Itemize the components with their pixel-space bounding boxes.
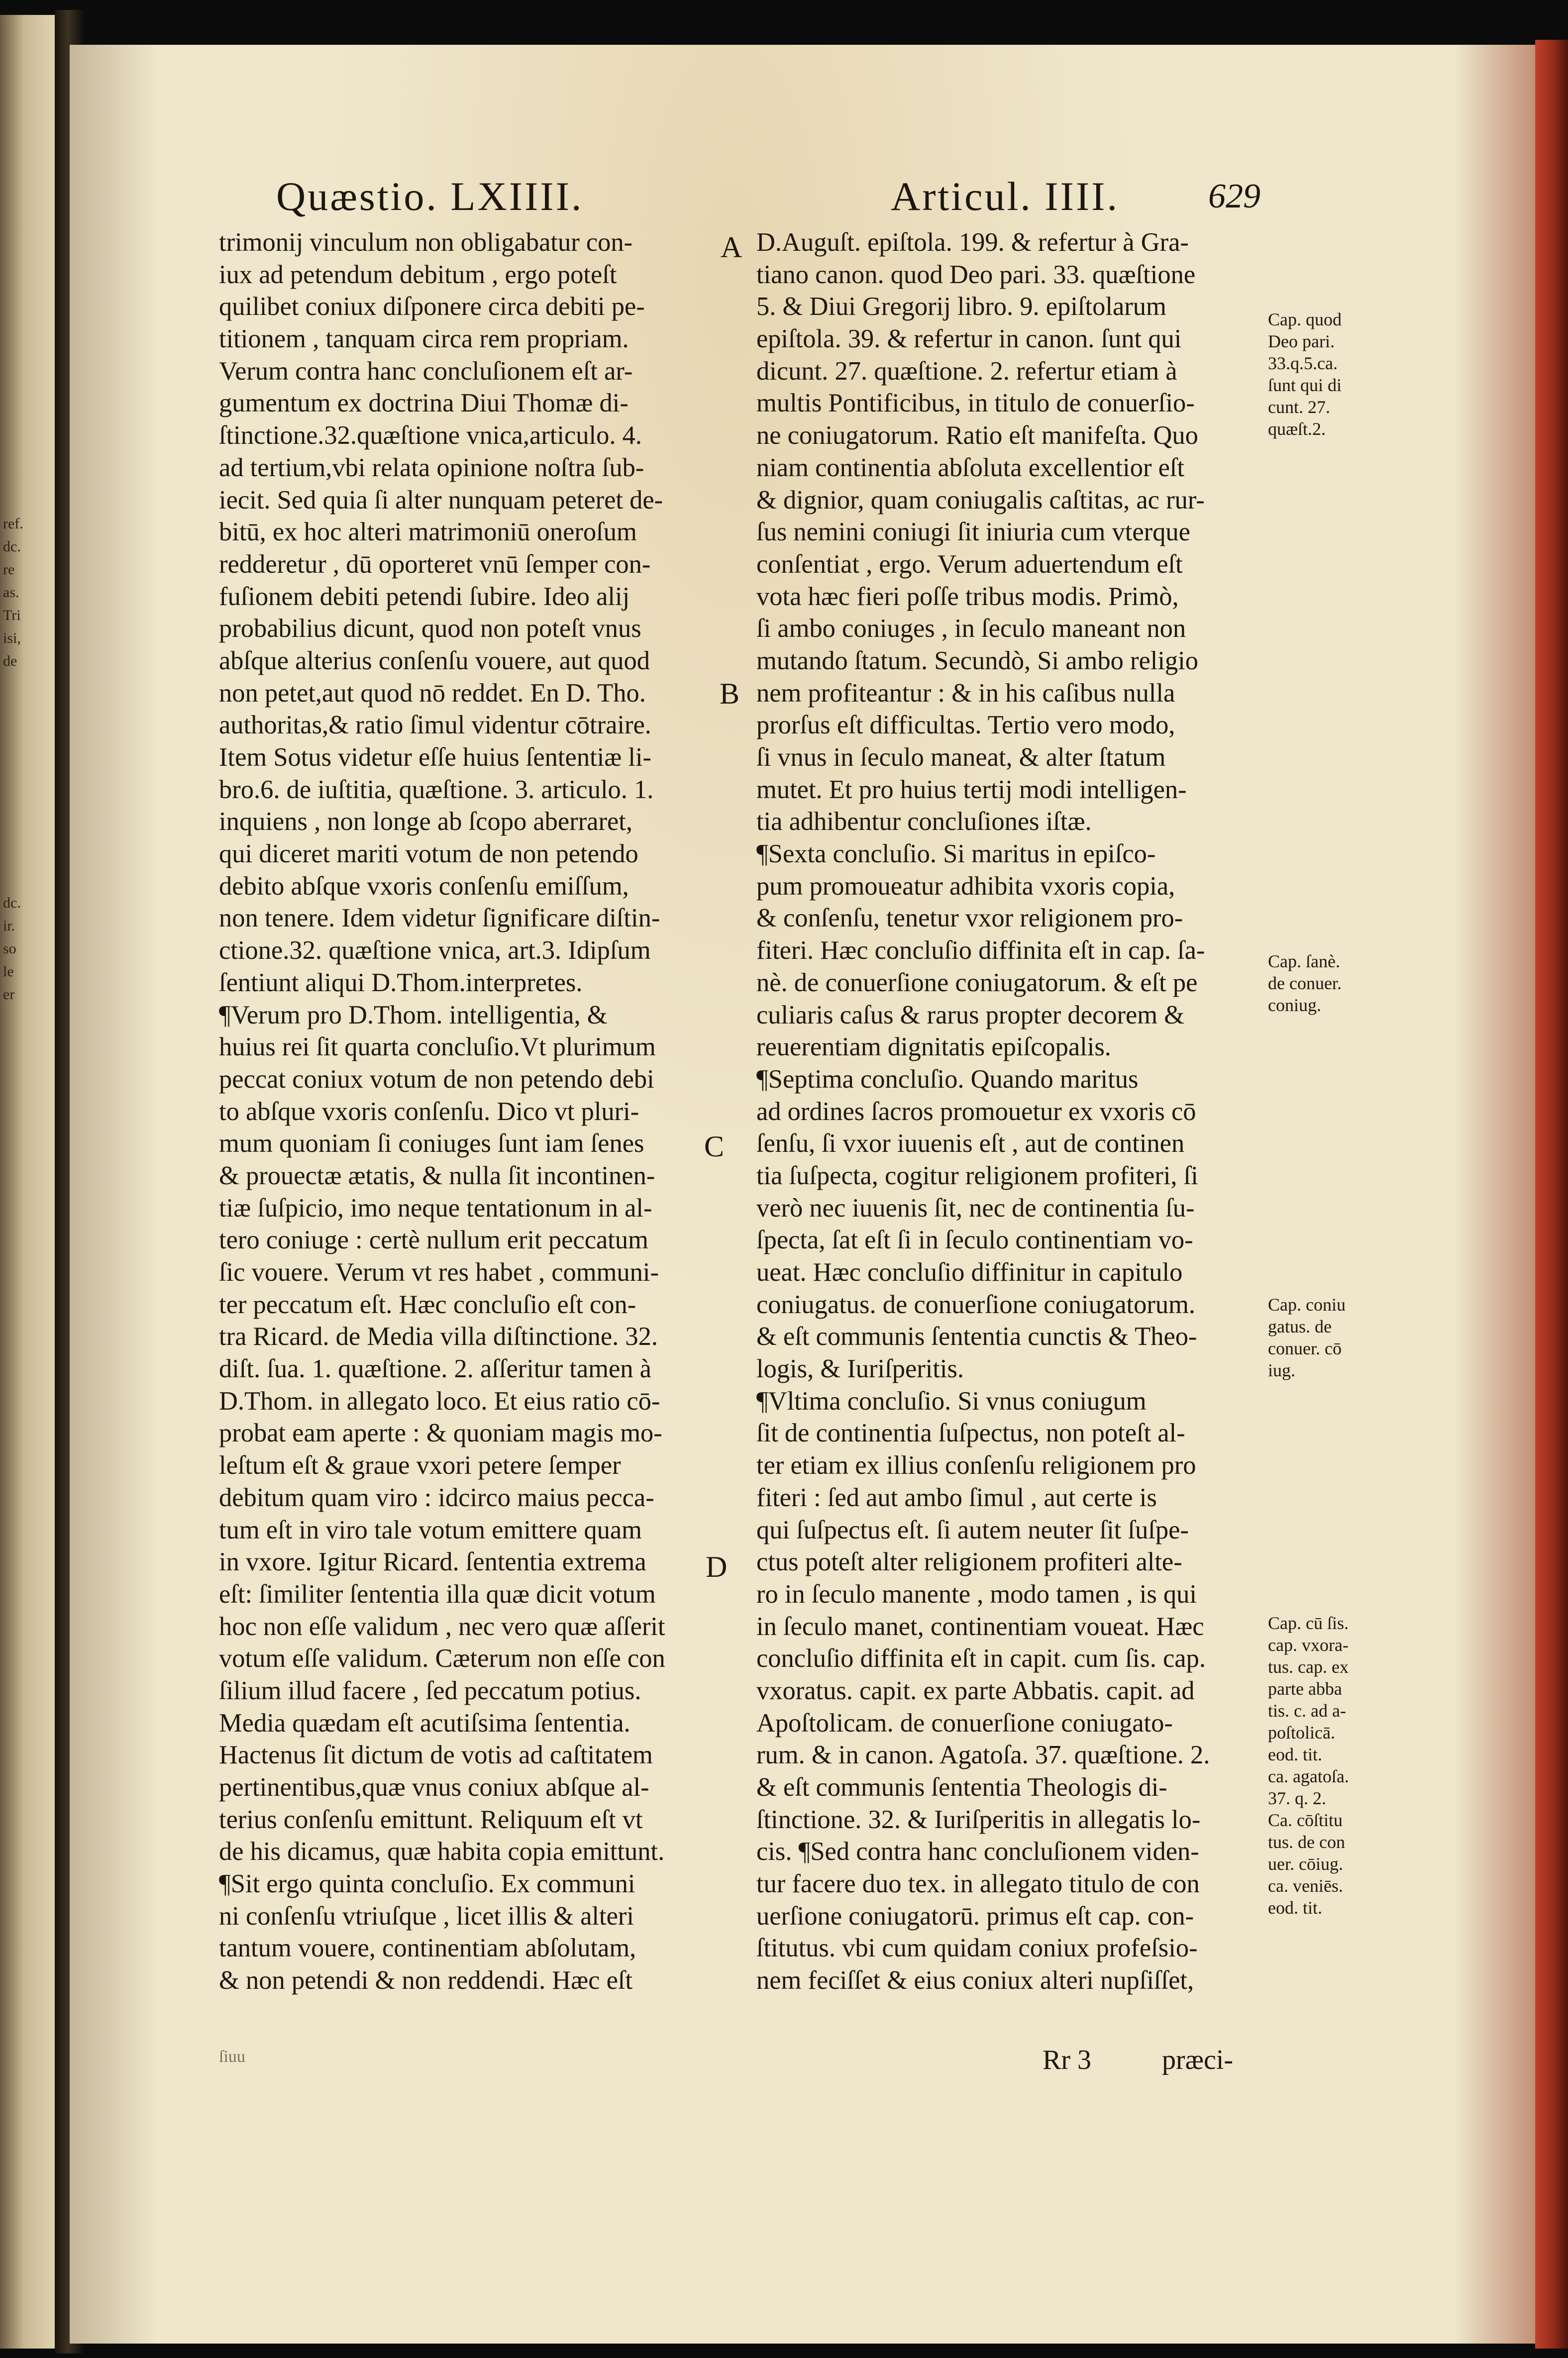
margin-note-line: Cap. coniu [1268,1295,1346,1315]
text-line: ni conſenſu vtriuſque , licet illis & alteri [219,1901,634,1931]
page-number: 629 [1208,177,1260,215]
text-line: leſtum eſt & graue vxori petere ſemper [219,1451,621,1480]
text-line: gumentum ex doctrina Diui Thomæ di- [219,389,628,418]
text-line: pertinentibus,quæ vnus coniux abſque al- [219,1773,649,1802]
text-line: ſtitutus. vbi cum quidam coniux profeſsio- [756,1934,1198,1963]
text-line: rum. & in canon. Agatoſa. 37. quæſtione. 2. [756,1741,1210,1770]
text-line: pum promoueatur adhibita vxoris copia, [756,871,1175,901]
margin-note-line: iug. [1268,1360,1296,1380]
text-line: tum eſt in viro tale votum emittere quam [219,1515,642,1544]
margin-note-line: parte abba [1268,1679,1342,1699]
text-line: ter etiam ex illius conſenſu religionem pro [756,1451,1196,1480]
text-line: uerſione coniugatorū. primus eſt cap. con- [756,1901,1194,1931]
text-line: tur facere duo tex. in allegato titulo de con [756,1869,1200,1899]
margin-note-line: tus. cap. ex [1268,1657,1349,1677]
left-page-fragment: dc. [3,538,21,555]
right-text-column [756,226,1259,1997]
text-line: 5. & Diui Gregorij libro. 9. epiſtolarum [756,292,1166,321]
text-line: & eſt communis ſententia cunctis & Theo- [756,1322,1197,1351]
margin-note-line: Cap. ſanè. [1268,951,1340,971]
left-text-column [219,226,717,1997]
text-line: probat eam aperte : & quoniam magis mo- [219,1419,662,1448]
signature-mark: Rr 3 [1043,2045,1091,2075]
text-line: ſit de continentia ſuſpectus, non poteſt al- [756,1419,1185,1448]
text-line: bro.6. de iuſtitia, quæſtione. 3. articulo. 1. [219,775,654,804]
catchword: præci- [1162,2045,1234,2075]
text-line: reuerentiam dignitatis epiſcopalis. [756,1032,1111,1062]
text-line: dicunt. 27. quæſtione. 2. refertur etiam à [756,356,1177,386]
text-line: ctus poteſt alter religionem profiteri alte- [756,1547,1182,1577]
text-line: prorſus eſt difficultas. Tertio vero modo, [756,711,1175,740]
text-line: fuſionem debiti petendi ſubire. Ideo alij [219,582,630,611]
text-line: ſic vouere. Verum vt res habet , communi- [219,1258,659,1287]
margin-note-line: Deo pari. [1268,331,1335,351]
text-line: nè. de conuerſione coniugatorum. & eſt pe [756,968,1198,997]
text-line: concluſio diffinita eſt in capit. cum ſis. cap. [756,1644,1206,1673]
text-line: ne coniugatorum. Ratio eſt manifeſta. Quo [756,421,1198,450]
fragment-gap [3,673,53,892]
text-line: titionem , tanquam circa rem propriam. [219,324,629,354]
text-line: D.Thom. in allegato loco. Et eius ratio cō- [219,1386,660,1416]
text-line: fiteri. Hæc concluſio diffinita eſt in cap. ſa- [756,936,1205,965]
text-line: Apoſtolicam. de conuerſione coniugato- [756,1708,1173,1738]
text-line: nem profiteantur : & in his caſibus nulla [756,678,1175,708]
text-line: Verum contra hanc concluſionem eſt ar- [219,356,633,386]
text-line: peccat coniux votum de non petendo debi [219,1064,654,1094]
text-line: ¶Sit ergo quinta concluſio. Ex communi [219,1869,635,1899]
text-line: & non petendi & non reddendi. Hæc eſt [219,1966,633,1995]
margin-note [1268,1294,1346,1381]
text-line: & conſenſu, tenetur vxor religionem pro- [756,904,1183,933]
margin-note [1268,1612,1349,1919]
text-line: ſtinctione.32.quæſtione vnica,articulo. 4. [219,421,642,450]
margin-note-line: coniug. [1268,995,1321,1015]
section-letter-a: A [721,231,742,264]
text-line: tia ſuſpecta, cogitur religionem profiteri, ſi [756,1161,1198,1190]
text-line: ¶Sexta concluſio. Si maritus in epiſco- [756,839,1156,869]
text-line: cis. ¶Sed contra hanc concluſionem viden- [756,1837,1199,1866]
text-line: non tenere. Idem videtur ſignificare diſtin- [219,904,660,933]
section-letter-d: D [706,1550,728,1583]
text-line: ſentiunt aliqui D.Thom.interpretes. [219,968,583,997]
text-line: non petet,aut quod nō reddet. En D. Tho. [219,678,646,708]
margin-note-line: Cap. quod [1268,309,1342,329]
text-line: tero coniuge : certè nullum erit peccatum [219,1226,648,1255]
text-line: ter peccatum eſt. Hæc concluſio eſt con- [219,1290,636,1319]
margin-note-line: eod. tit. [1268,1898,1322,1918]
text-line: abſque alterius conſenſu vouere, aut quod [219,646,650,675]
text-line: nem feciſſet & eius coniux alteri nupſiſſet, [756,1966,1194,1995]
text-line: conſentiat , ergo. Verum aduertendum eſt [756,549,1183,579]
margin-note-line: gatus. de [1268,1317,1332,1336]
text-line: eſt: ſimiliter ſententia illa quæ dicit votum [219,1579,656,1609]
text-line: qui ſuſpectus eſt. ſi autem neuter ſit ſuſpe- [756,1515,1189,1544]
text-line: ¶Septima concluſio. Quando maritus [756,1064,1139,1094]
margin-note [1268,950,1342,1016]
text-line: Media quædam eſt acutiſsima ſententia. [219,1708,630,1738]
text-line: verò nec iuuenis ſit, nec de continentia ſu- [756,1193,1195,1223]
text-line: ſi vnus in ſeculo maneat, & alter ſtatum [756,743,1166,772]
text-line: vota hæc fieri poſſe tribus modis. Primò, [756,582,1179,611]
running-head-right: Articul. IIII. [891,174,1119,219]
text-line: tiano canon. quod Deo pari. 33. quæſtione [756,260,1196,289]
running-head-left: Quæstio. LXIIII. [276,174,584,219]
text-line: diſt. ſua. 1. quæſtione. 2. aſſeritur tamen à [219,1354,651,1384]
text-line: & prouectæ ætatis, & nulla ſit incontinen- [219,1161,655,1190]
left-page-fragment: isi, [3,630,21,646]
text-line: coniugatus. de conuerſione coniugatorum. [756,1290,1196,1319]
margin-note-line: eod. tit. [1268,1744,1322,1764]
text-line: epiſtola. 39. & refertur in canon. ſunt qui [756,324,1182,354]
margin-note-line: quæſt.2. [1268,419,1326,439]
left-page-fragment: de [3,653,17,669]
text-line: culiaris caſus & rarus propter decorem & [756,1000,1185,1029]
text-line: trimonij vinculum non obligabatur con- [219,228,633,257]
text-line: iecit. Sed quia ſi alter nunquam peteret de- [219,485,663,514]
text-line: ad ordines ſacros promouetur ex vxoris cō [756,1097,1196,1126]
text-line: ro in ſeculo manente , modo tamen , is qui [756,1579,1197,1609]
margin-note-line: de conuer. [1268,973,1342,993]
text-line: iux ad petendum debitum , ergo poteſt [219,260,617,289]
text-line: ſenſu, ſi vxor iuuenis eſt , aut de continen [756,1129,1185,1158]
left-page-fragment: dc. [3,895,21,911]
left-page-fragment: so [3,940,16,957]
margin-note-line: Ca. cōſtitu [1268,1810,1343,1830]
margin-note-line: tus. de con [1268,1832,1345,1852]
text-line: in ſeculo manet, continentiam voueat. Hæc [756,1612,1204,1641]
text-line: logis, & Iuriſperitis. [756,1354,964,1384]
text-line: in vxore. Igitur Ricard. ſententia extrema [219,1547,646,1577]
text-line: multis Pontificibus, in titulo de conuerſio- [756,389,1195,418]
margin-note [1268,308,1342,440]
text-line: redderetur , dū oporteret vnū ſemper con- [219,549,651,579]
text-line: bitū, ex hoc alteri matrimoniū oneroſum [219,517,637,547]
margin-note-line: Cap. cū ſis. [1268,1613,1349,1633]
text-line: quilibet coniux diſponere circa debiti pe- [219,292,645,321]
page-edge [1535,40,1568,2349]
text-line: qui diceret mariti votum de non petendo [219,839,638,869]
text-line: Hactenus ſit dictum de votis ad caſtitatem [219,1741,653,1770]
margin-note-line: cap. vxora- [1268,1635,1349,1655]
text-line: tiæ ſuſpicio, imo neque tentationum in al- [219,1193,652,1223]
margin-note-line: ca. agatoſa. [1268,1766,1349,1786]
margin-note-line: 37. q. 2. [1268,1788,1326,1808]
section-letter-c: C [704,1130,725,1163]
text-line: ſilium illud facere , ſed peccatum potius. [219,1676,641,1705]
text-line: tra Ricard. de Media villa diſtinctione. 32. [219,1322,658,1351]
text-line: Item Sotus videtur eſſe huius ſententiæ li- [219,743,652,772]
left-page-fragments [3,513,53,1006]
text-line: probabilius dicunt, quod non poteſt vnus [219,614,641,643]
text-line: ¶Vltima concluſio. Si vnus coniugum [756,1386,1147,1416]
text-line: ¶Verum pro D.Thom. intelligentia, & [219,1000,608,1029]
text-line: terius conſenſu emittunt. Reliquum eſt vt [219,1805,643,1834]
text-line: vxoratus. capit. ex parte Abbatis. capit. ad [756,1676,1195,1705]
margin-note-line: ſunt qui di [1268,375,1342,395]
text-line: mutando ſtatum. Secundò, Si ambo religio [756,646,1199,675]
text-line: ſi ambo coniuges , in ſeculo maneant non [756,614,1186,643]
text-line: debitum quam viro : idcirco maius pecca- [219,1483,654,1512]
left-page-edge [0,15,60,2349]
left-page-fragment: re [3,561,15,578]
left-page-fragment: er [3,986,15,1003]
text-line: de his dicamus, quæ habita copia emittunt. [219,1837,665,1866]
text-line: & dignior, quam coniugalis caſtitas, ac rur- [756,485,1205,514]
text-line: fiteri : ſed aut ambo ſimul , aut certe is [756,1483,1157,1512]
text-line: tantum vouere, continentiam abſolutam, [219,1934,636,1963]
left-page-fragment: ir. [3,918,15,934]
text-line: hoc non eſſe validum , nec vero quæ aſſerit [219,1612,665,1641]
text-line: mum quoniam ſi coniuges ſunt iam ſenes [219,1129,644,1158]
text-line: ſtinctione. 32. & Iuriſperitis in allegatis lo- [756,1805,1201,1834]
margin-note-line: uer. cōiug. [1268,1854,1343,1874]
text-line: votum eſſe validum. Cæterum non eſſe con [219,1644,665,1673]
left-page-fragment: le [3,963,14,980]
text-line: tia adhibentur concluſiones iſtæ. [756,807,1092,836]
left-page-fragment: ref. [3,515,23,532]
margin-note-line: conuer. cō [1268,1338,1342,1358]
text-line: authoritas,& ratio ſimul videntur cōtraire. [219,711,651,740]
left-page-fragment: Tri [3,607,21,623]
text-line: debito abſque vxoris conſenſu emiſſum, [219,871,629,901]
margin-note-line: cunt. 27. [1268,397,1330,417]
text-line: ueat. Hæc concluſio diffinitur in capitulo [756,1258,1183,1287]
text-line: D.Auguſt. epiſtola. 199. & refertur à Gra- [756,228,1189,257]
text-line: ctione.32. quæſtione vnica, art.3. Idipſum [219,936,651,965]
left-page-fragment: as. [3,584,19,601]
margin-note-line: tis. c. ad a- [1268,1701,1346,1721]
text-line: mutet. Et pro huius tertij modi intelligen- [756,775,1187,804]
text-line: & eſt communis ſententia Theologis di- [756,1773,1167,1802]
text-line: ad tertium,vbi relata opinione noſtra ſub- [219,453,644,482]
text-line: inquiens , non longe ab ſcopo aberraret, [219,807,632,836]
text-line: ſus nemini coniugi ſit iniuria cum vterque [756,517,1190,547]
text-line: niam continentia abſoluta excellentior eſt [756,453,1185,482]
section-letter-b: B [720,677,740,710]
text-line: huius rei ſit quarta concluſio.Vt plurimum [219,1032,656,1062]
text-line: to abſque vxoris conſenſu. Dico vt pluri- [219,1097,639,1126]
margin-note-line: poſtolicā. [1268,1723,1335,1743]
text-line: ſpecta, ſat eſt ſi in ſeculo continentiam vo- [756,1226,1193,1255]
margin-note-line: ca. veniēs. [1268,1876,1343,1896]
margin-note-line: 33.q.5.ca. [1268,353,1338,373]
bottom-left-mark: ſiuu [219,2048,245,2066]
